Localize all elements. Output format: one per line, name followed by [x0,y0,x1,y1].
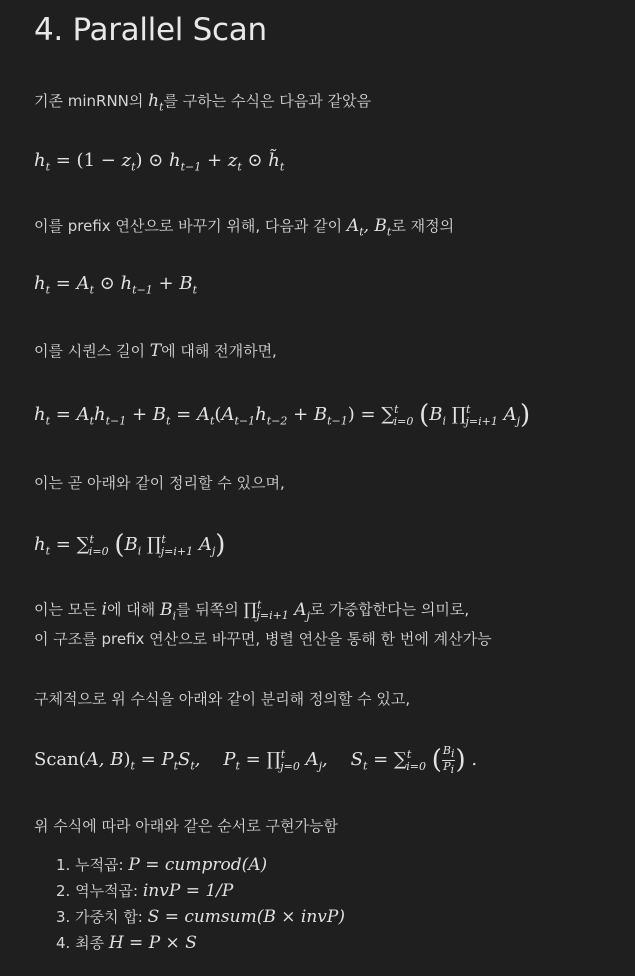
meaning-text-c: 를 뒤쪽의 [175,600,244,619]
equation-scan: Scan(A, $B)_t = P_tS_t$, $P_t$ = ∏$^t_{j=0}$ $A_j$, $S_t = \sum^t_{i=0}$ ( $\frac{B_i}{P_i}$ ) . [34,744,478,776]
meaning-text-b: 에 대해 [106,600,160,619]
list-item: 1. 누적곱: P = cumprod(A) [56,855,268,875]
redefine-text-a: 이를 prefix 연산으로 바꾸기 위해, 다음과 같이 [34,217,347,235]
inline-math-prod: ∏$^t_{j=i+1}$ $A_j$ [243,598,310,623]
paragraph-redefine [34,215,454,238]
expand-text-a: 이를 시퀀스 길이 [34,342,150,360]
equation-minrnn: $h_t = (1 - z_t)$ ⊙ $h_{t-1} + z_t$ ⊙ $h̃_t$ [34,150,285,174]
inline-math-bi: $B_i$ [159,599,176,623]
redefine-text-b: 로 재정의 [391,217,455,235]
section-title: 4. Parallel Scan [34,12,267,48]
paragraph-expand [34,340,277,361]
inline-math-T: T [149,341,162,361]
meaning-text-d: 로 가중합한다는 의미로, [309,600,470,619]
list-item: 4. 최종 H = P × S [56,933,197,953]
step-formula: S = cumsum(B × invP) [147,907,345,927]
equation-linear: $h_t = A_t$ ⊙ $h_{t-1} + B_t$ [34,273,197,297]
paragraph-meaning [34,598,469,622]
intro-text-b: 를 구하는 수식은 다음과 같았음 [163,92,371,110]
meaning-text-a: 이는 모든 [34,600,102,619]
intro-text-a: 기존 minRNN의 [34,92,149,110]
inline-math-at-bt: $A_t$, $B_t$ [346,216,392,239]
implementation-steps-list [56,852,345,956]
paragraph-intro [34,90,371,113]
inline-math-i: i [101,599,107,620]
list-item: 3. 가중치 합: S = cumsum(B × invP) [56,907,345,927]
step-formula: H = P × S [108,933,197,953]
step-formula: invP = 1/P [142,881,234,901]
paragraph-split: 구체적으로 위 수식을 아래와 같이 분리해 정의할 수 있고, [34,690,411,708]
paragraph-parallel: 이 구조를 prefix 연산으로 바꾸면, 병렬 연산을 통해 한 번에 계산가능 [34,630,492,648]
list-item: 2. 역누적곱: invP = 1/P [56,881,234,901]
inline-math-ht: $h_t$ [148,91,164,114]
expand-text-b: 에 대해 전개하면, [161,342,277,360]
equation-sum-form: $h_t = \sum^t_{i=0}$ ($B_i$ ∏$^t_{j=i+1}$ $A_j$) [34,530,226,560]
step-formula: P = cumprod(A) [128,855,268,875]
paragraph-summary: 이는 곧 아래와 같이 정리할 수 있으며, [34,474,285,492]
paragraph-steps-intro: 위 수식에 따라 아래와 같은 순서로 구현가능함 [34,817,338,835]
equation-expansion: $h_t = A_th_{t-1} + B_t = A_t(A_{t-1}h_{t-2} + B_{t-1}) = \sum^t_{i=0}$ ($B_i$ ∏$^t_{j=i+1}$ $A_j$) [34,400,531,430]
